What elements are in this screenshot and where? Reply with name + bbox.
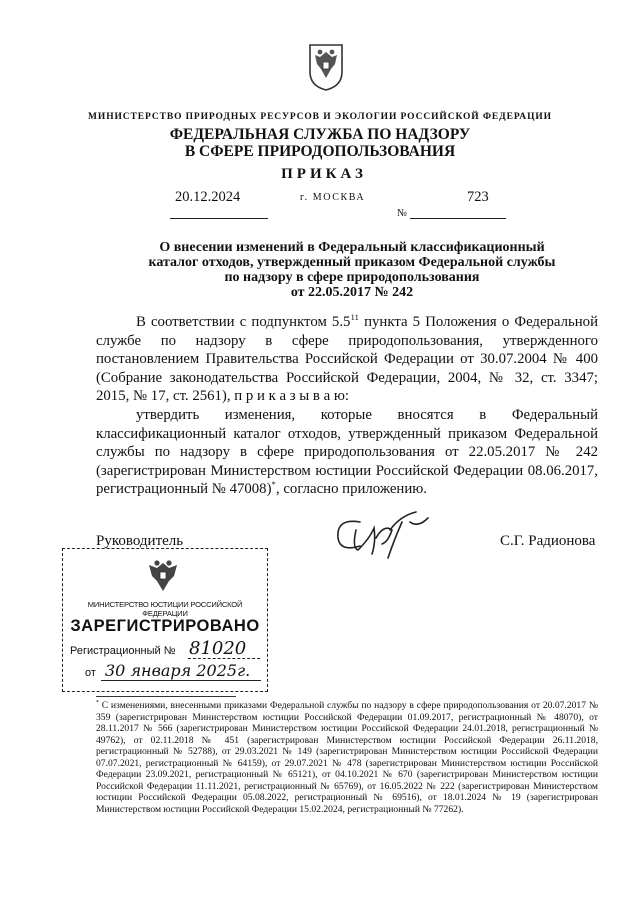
- document-type: ПРИКАЗ: [281, 166, 367, 182]
- basis-superscript: 11: [350, 312, 359, 323]
- paragraph-basis: [96, 313, 598, 406]
- number-sign: №: [397, 208, 408, 219]
- stamp-status: ЗАРЕГИСТРИРОВАНО: [70, 617, 260, 635]
- registration-stamp: [62, 548, 268, 692]
- order-verb: п р и к а з ы в а ю:: [234, 388, 350, 405]
- signer-name: С.Г. Радионова: [500, 533, 596, 549]
- footnote-reference: *: [271, 479, 276, 490]
- stamp-number: 81020: [189, 638, 247, 659]
- footnote-separator: [96, 696, 236, 697]
- title-line2: каталог отходов, утвержденный приказом Федеральной службы: [148, 255, 556, 270]
- stamp-from-label: от: [85, 667, 96, 679]
- stamp-number-label: Регистрационный №: [70, 645, 176, 657]
- city: г. МОСКВА: [300, 192, 366, 203]
- order-date: 20.12.2024: [175, 189, 241, 205]
- stamp-date-line: [101, 680, 261, 681]
- basis-text-start: В соответствии с подпунктом 5.5: [136, 314, 351, 330]
- stamp-ministry: МИНИСТЕРСТВО ЮСТИЦИИ РОССИЙСКОЙ ФЕДЕРАЦИИ: [87, 600, 243, 618]
- date-underline: [170, 218, 268, 219]
- ministry-name: МИНИСТЕРСТВО ПРИРОДНЫХ РЕСУРСОВ И ЭКОЛОГИИ РОССИЙСКОЙ ФЕДЕРАЦИИ: [88, 112, 552, 122]
- decision-text-end: , согласно приложению.: [275, 481, 428, 498]
- document-title: [120, 240, 584, 300]
- title-line4: от 22.05.2017 № 242: [290, 285, 414, 300]
- service-name: [0, 126, 640, 160]
- handwritten-signature: [330, 508, 440, 563]
- coat-of-arms-emblem: [307, 42, 345, 92]
- stamp-eagle-icon: [145, 557, 181, 595]
- stamp-date: 30 января 2025г.: [105, 661, 251, 680]
- signer-role: Руководитель: [96, 533, 184, 549]
- paragraph-decision: [96, 406, 598, 499]
- footnote: [96, 700, 598, 815]
- title-line1: О внесении изменений в Федеральный классификационный: [159, 240, 545, 255]
- order-number: 723: [467, 189, 489, 205]
- title-line3: по надзору в сфере природопользования: [224, 270, 480, 285]
- service-name-line2: В СФЕРЕ ПРИРОДОПОЛЬЗОВАНИЯ: [184, 143, 456, 160]
- footnote-mark: *: [96, 699, 99, 706]
- number-underline: [410, 218, 506, 219]
- service-name-line1: ФЕДЕРАЛЬНАЯ СЛУЖБА ПО НАДЗОРУ: [169, 126, 471, 143]
- footnote-text: С изменениями, внесенными приказами Федеральной службы по надзору в сфере природопользования от 20.07.2017 № 359 (зарегистрирован Министерством юстиции Российской Федерации 01.09.2017, регистрационный № 48070), от 28.11.2017 № 566 (зарегистрирован Министерством юстиции Российской Федерации 24.01.2018, регистрационный № 49762), от 02.11.2018 № 451 (зарегистрирован Министерством юстиции Российской Федерации 26.11.2018, регистрационный № 52788), от 29.03.2021 № 149 (зарегистрирован Министерством юстиции Российской Федерации 07.07.2021, регистрационный № 64159), от 29.07.2021 № 478 (зарегистрирован Министерством юстиции Российской Федерации 23.09.2021, регистрационный № 65121), от 04.10.2021 № 670 (зарегистрирован Министерством юстиции Российской Федерации 11.11.2021, регистрационный № 65769), от 16.05.2022 № 222 (зарегистрирован Министерством юстиции Российской Федерации 05.08.2022, регистрационный № 69516), от 18.01.2024 № 19 (зарегистрирован Министерством юстиции Российской Федерации 15.02.2024, регистрационный № 77262).: [96, 700, 598, 815]
- stamp-number-line: [188, 658, 260, 659]
- basis-text-rest: пункта 5 Положения о Федеральной службе по надзору в сфере природопользования, утвержденного постановлением Правительства Российской Федерации от 30.07.2004 № 400 (Собрание законодательства Российской Федерации, 2004, № 32, ст. 3347; 2015, № 17, ст. 2561),: [96, 314, 598, 405]
- decision-text: утвердить изменения, которые вносятся в Федеральный классификационный каталог отходов, утвержденный приказом Федеральной службы по надзору в сфере природопользования от 22.05.2017 № 242 (зарегистрирован Министерством юстиции Российской Федерации 08.06.2017, регистрационный № 47008): [96, 407, 598, 498]
